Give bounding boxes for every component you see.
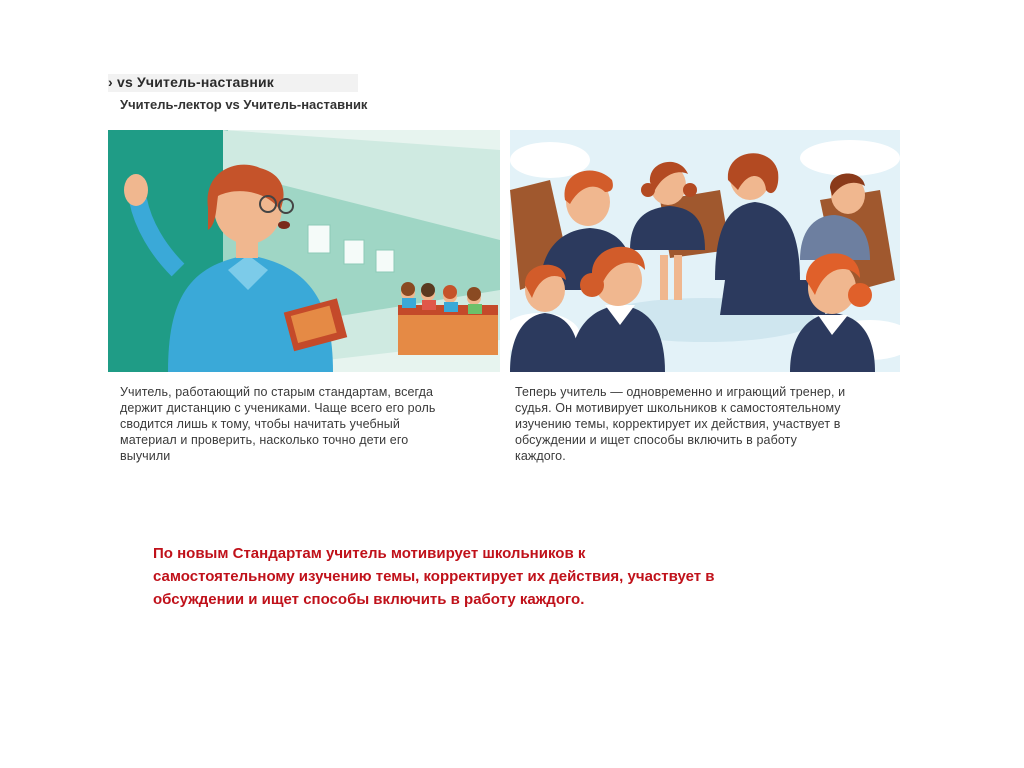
cropped-title-text: › vs Учитель-наставник — [108, 74, 275, 90]
summary-text — [153, 542, 853, 611]
summary-line: обсуждении и ищет способы включить в работу каждого. — [153, 591, 585, 608]
slide-title: Учитель-лектор vs Учитель-наставник — [120, 97, 368, 112]
teacher-mentor-illustration — [510, 130, 900, 372]
lecturer-caption-line: материал и проверить, насколько точно дети его — [120, 433, 409, 447]
summary-line: По новым Стандартам учитель мотивирует школьников к — [153, 545, 586, 562]
lecturer-caption-line: Учитель, работающий по старым стандартам, всегда — [120, 385, 434, 399]
mentor-caption — [515, 384, 900, 464]
mentor-caption-line: каждого. — [515, 449, 566, 463]
mentor-caption-line: судья. Он мотивирует школьников к самостоятельному — [515, 401, 841, 415]
lecturer-caption-line: выучили — [120, 449, 171, 463]
lecturer-caption-line: сводится лишь к тому, чтобы начитать учебный — [120, 417, 400, 431]
mentor-caption-line: Теперь учитель — одновременно и играющий тренер, и — [515, 385, 846, 399]
teacher-lecturer-illustration — [108, 130, 500, 372]
cropped-slide-title — [108, 74, 358, 92]
summary-line: самостоятельному изучению темы, корректирует их действия, участвует в — [153, 568, 715, 585]
mentor-caption-line: изучению темы, корректирует их действия, участвует в — [515, 417, 841, 431]
lecturer-caption — [120, 384, 490, 464]
lecturer-caption-line: держит дистанцию с учениками. Чаще всего его роль — [120, 401, 436, 415]
mentor-caption-line: обсуждении и ищет способы включить в работу — [515, 433, 797, 447]
